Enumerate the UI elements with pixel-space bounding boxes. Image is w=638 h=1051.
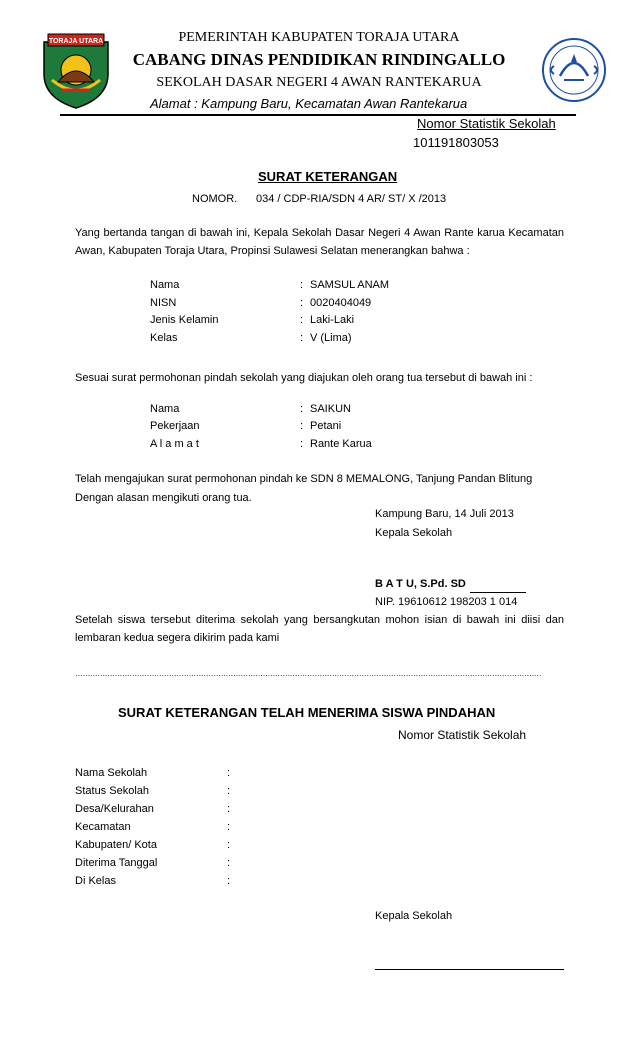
colon: :	[300, 438, 304, 450]
toraja-utara-emblem	[36, 30, 116, 110]
field-label: Status Sekolah	[75, 785, 149, 797]
colon: :	[227, 839, 231, 851]
letter-intro: Yang bertanda tangan di bawah ini, Kepala Sekolah Dasar Negeri 4 Awan Rante karua Kecamatan Awan, Kabupaten Toraja Utara, Propinsi Sulawesi Selatan menerangkan bahwa :	[75, 227, 564, 257]
student-label: Nama	[150, 279, 180, 291]
colon: :	[227, 857, 231, 869]
student-value: Laki-Laki	[310, 314, 355, 326]
parent-value: Rante Karua	[310, 438, 372, 450]
student-value: V (Lima)	[310, 332, 352, 344]
colon: :	[227, 875, 231, 887]
signer-title: Kepala Sekolah	[375, 527, 453, 539]
parent-label: Nama	[150, 403, 180, 415]
receipt-signer-title: Kepala Sekolah	[375, 910, 453, 922]
student-value: 0020404049	[310, 297, 372, 309]
colon: :	[300, 332, 304, 344]
colon: :	[300, 403, 304, 415]
place-date: Kampung Baru, 14 Juli 2013	[375, 508, 514, 520]
parent-label: Pekerjaan	[150, 420, 200, 432]
letterhead-line1: PEMERINTAH KABUPATEN TORAJA UTARA	[178, 30, 460, 45]
colon: :	[227, 821, 231, 833]
field-label: Di Kelas	[75, 875, 116, 887]
colon: :	[300, 314, 304, 326]
letterhead-line3: SEKOLAH DASAR NEGERI 4 AWAN RANTEKARUA	[156, 75, 482, 90]
emblem-banner-text: TORAJA UTARA	[48, 38, 104, 45]
student-label: Kelas	[150, 332, 178, 344]
parent-value: Petani	[310, 420, 342, 432]
nss-label: Nomor Statistik Sekolah	[417, 116, 556, 131]
signer-name: B A T U, S.Pd. SD	[375, 578, 466, 590]
letterhead-line2: CABANG DINAS PENDIDIKAN RINDINGALLO	[132, 50, 506, 69]
field-label: Diterima Tanggal	[75, 857, 158, 869]
receipt-nss-label: Nomor Statistik Sekolah	[398, 728, 527, 742]
student-value: SAMSUL ANAM	[310, 279, 390, 291]
colon: :	[300, 297, 304, 309]
field-label: Kabupaten/ Kota	[75, 839, 157, 851]
letter-number-value: 034 / CDP-RIA/SDN 4 AR/ ST/ X /2013	[256, 193, 447, 205]
colon: :	[227, 803, 231, 815]
followup-text: Setelah siswa tersebut diterima sekolah yang bersangkutan mohon isian di bawah ini diisi dan lembaran kedua segera dikirim pada kami	[75, 614, 564, 644]
letter-number-label: NOMOR.	[192, 193, 238, 205]
colon: :	[227, 785, 231, 797]
parent-label: A l a m a t	[150, 438, 199, 450]
signer-nip: NIP. 19610612 198203 1 014	[375, 596, 518, 608]
request-line2: Dengan alasan mengikuti orang tua.	[75, 492, 252, 504]
colon: :	[227, 767, 231, 779]
field-label: Kecamatan	[75, 821, 131, 833]
parent-intro: Sesuai surat permohonan pindah sekolah yang diajukan oleh orang tua tersebut di bawah ini :	[75, 372, 533, 384]
field-label: Desa/Kelurahan	[75, 803, 154, 815]
colon: :	[300, 420, 304, 432]
receipt-title: SURAT KETERANGAN TELAH MENERIMA SISWA PINDAHAN	[118, 705, 496, 720]
student-label: NISN	[150, 297, 177, 309]
signer-name-underline	[470, 592, 526, 593]
letter-title: SURAT KETERANGAN	[258, 169, 398, 184]
request-line1: Telah mengajukan surat permohonan pindah ke SDN 8 MEMALONG, Tanjung Pandan Blitung	[75, 473, 533, 485]
letterhead-address: Alamat : Kampung Baru, Kecamatan Awan Rantekarua	[150, 96, 468, 111]
cut-line: ………………………………………………………………………………………………………………………………………………………………………	[75, 669, 542, 678]
parent-value: SAIKUN	[310, 403, 351, 415]
tut-wuri-handayani-emblem	[540, 36, 608, 104]
nss-value: 101191803053	[413, 135, 499, 150]
field-label: Nama Sekolah	[75, 767, 148, 779]
colon: :	[300, 279, 304, 291]
receipt-signature-line	[375, 969, 564, 970]
student-label: Jenis Kelamin	[150, 314, 219, 326]
